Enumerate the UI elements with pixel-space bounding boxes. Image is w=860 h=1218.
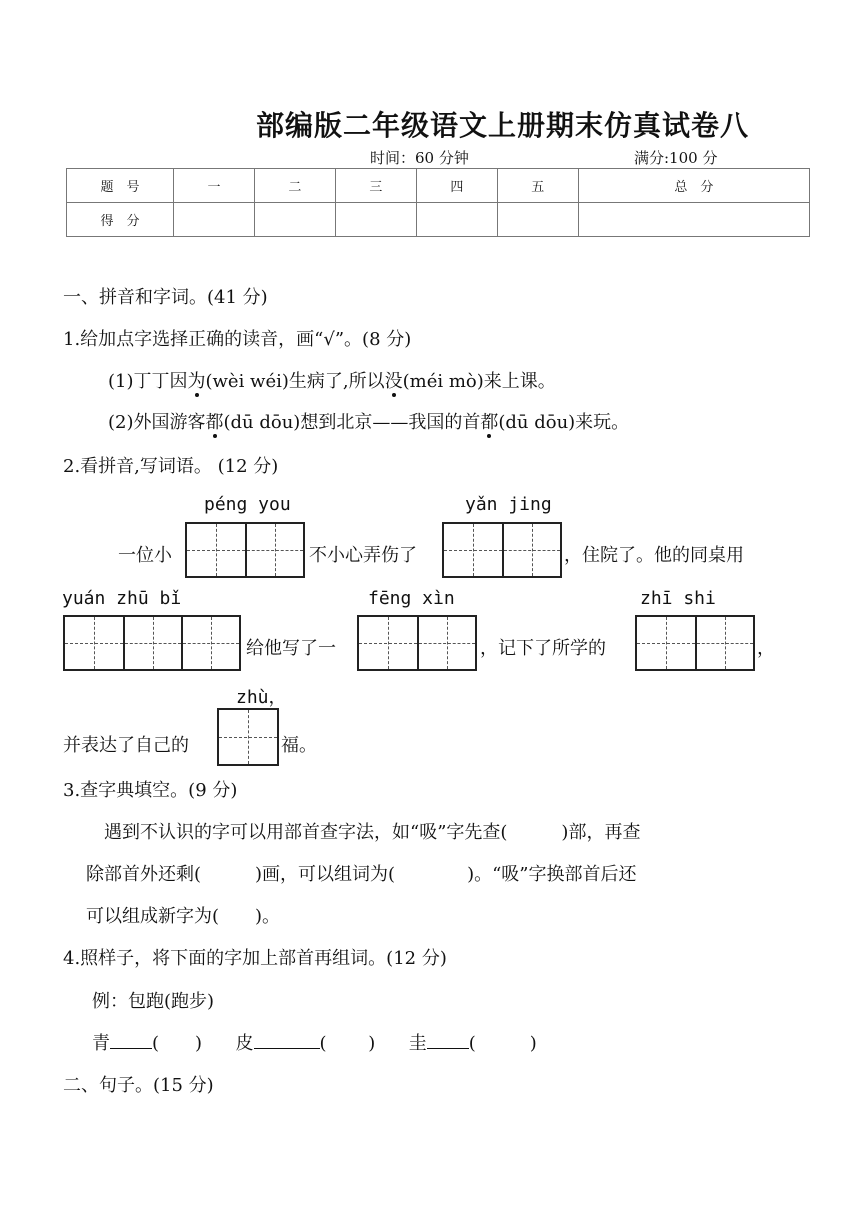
text: (2)外国游客 <box>108 412 206 433</box>
score-table-col: 二 <box>254 169 335 203</box>
question-3-line-1: 遇到不认识的字可以用部首查字法，如“吸”字先查( )部，再查 <box>104 822 641 843</box>
text: (dū dōu)想到北京——我国的首 <box>223 412 481 433</box>
text: 不小心弄伤了 <box>309 545 417 566</box>
score-table <box>66 168 810 237</box>
score-table-col: 五 <box>497 169 578 203</box>
pinyin-zhu: zhù， <box>236 687 287 708</box>
score-table-col: 四 <box>416 169 497 203</box>
text: 一位小 <box>118 545 172 566</box>
text: 给他写了一 <box>246 638 336 659</box>
grid-cell[interactable] <box>187 524 245 576</box>
text: (dū dōu)来玩。 <box>498 412 630 433</box>
pinyin-yuanzhubi: yuán zhū bǐ <box>62 588 182 609</box>
question-2-title: 2.看拼音,写词语。 (12 分) <box>63 456 279 477</box>
score-table-col: 一 <box>174 169 255 203</box>
grid-cell[interactable] <box>245 524 303 576</box>
question-4-title: 4.照样子，将下面的字加上部首再组词。(12 分) <box>63 948 447 969</box>
question-3-line-3: 可以组成新字为( )。 <box>86 906 281 927</box>
exam-time: 时间：60 分钟 <box>370 149 469 167</box>
text: ， <box>757 638 775 659</box>
score-table-score-row <box>67 203 810 237</box>
pinyin-pengyou: péng you <box>204 494 291 515</box>
word-paren: ( ) <box>152 1033 203 1054</box>
score-cell[interactable] <box>254 203 335 237</box>
grid-cell[interactable] <box>695 617 753 669</box>
score-table-label: 题 号 <box>67 169 174 203</box>
text: 并表达了自己的 <box>63 735 189 756</box>
section-heading-2: 二、句子。(15 分) <box>63 1075 214 1096</box>
base-char: 青 <box>92 1033 110 1054</box>
pinyin-zhishi: zhī shi <box>640 588 716 609</box>
question-1-sentence-2 <box>108 408 629 434</box>
question-3-title: 3.查字典填空。(9 分) <box>63 780 238 801</box>
grid-cell[interactable] <box>637 617 695 669</box>
dotted-char: 都 <box>205 412 224 433</box>
writing-grid-pengyou[interactable] <box>185 522 305 578</box>
score-table-col: 总 分 <box>578 169 809 203</box>
text: (wèi wéi)生病了,所以 <box>205 371 385 392</box>
text: 福。 <box>281 735 317 756</box>
score-table-header-row <box>67 169 810 203</box>
score-cell[interactable] <box>416 203 497 237</box>
word-paren: ( ) <box>468 1033 537 1054</box>
writing-grid-zhishi[interactable] <box>635 615 755 671</box>
page-title: 部编版二年级语文上册期末仿真试卷八 <box>256 109 750 142</box>
text: ，记下了所学的 <box>480 638 606 659</box>
text: (1)丁丁因 <box>108 371 188 392</box>
score-table-label: 得 分 <box>67 203 174 237</box>
text: (méi mò)来上课。 <box>402 371 556 392</box>
answer-blank[interactable] <box>254 1034 320 1049</box>
grid-cell[interactable] <box>502 524 560 576</box>
grid-cell[interactable] <box>219 710 277 764</box>
answer-blank[interactable] <box>110 1034 152 1049</box>
question-4-example: 例：包跑(跑步) <box>92 991 215 1012</box>
grid-cell[interactable] <box>417 617 475 669</box>
section-heading-1: 一、拼音和字词。(41 分) <box>63 287 268 308</box>
base-char: 圭 <box>408 1033 427 1054</box>
writing-grid-yuanzhubi[interactable] <box>63 615 241 671</box>
question-4-items <box>92 1029 537 1055</box>
score-cell[interactable] <box>174 203 255 237</box>
full-score: 满分:100 分 <box>634 149 718 167</box>
answer-blank[interactable] <box>427 1034 469 1049</box>
pinyin-yanjing: yǎn jing <box>465 494 552 515</box>
grid-cell[interactable] <box>123 617 181 669</box>
dotted-char: 为 <box>187 371 206 392</box>
score-cell[interactable] <box>497 203 578 237</box>
score-table-col: 三 <box>335 169 416 203</box>
score-cell[interactable] <box>335 203 416 237</box>
question-1-sentence-1 <box>108 367 556 393</box>
question-1-title: 1.给加点字选择正确的读音，画“√”。(8 分) <box>63 329 412 350</box>
grid-cell[interactable] <box>359 617 417 669</box>
grid-cell[interactable] <box>181 617 239 669</box>
writing-grid-zhu[interactable] <box>217 708 279 766</box>
grid-cell[interactable] <box>444 524 502 576</box>
dotted-char: 都 <box>480 412 499 433</box>
text: ，住院了。他的同桌用 <box>564 545 744 566</box>
dotted-char: 没 <box>384 371 403 392</box>
writing-grid-fengxin[interactable] <box>357 615 477 671</box>
question-3-line-2: 除部首外还剩( )画，可以组词为( )。“吸”字换部首后还 <box>86 864 637 885</box>
writing-grid-yanjing[interactable] <box>442 522 562 578</box>
score-cell[interactable] <box>578 203 809 237</box>
base-char: 皮 <box>235 1033 254 1054</box>
grid-cell[interactable] <box>65 617 123 669</box>
pinyin-fengxin: fēng xìn <box>368 588 455 609</box>
word-paren: ( ) <box>319 1033 376 1054</box>
